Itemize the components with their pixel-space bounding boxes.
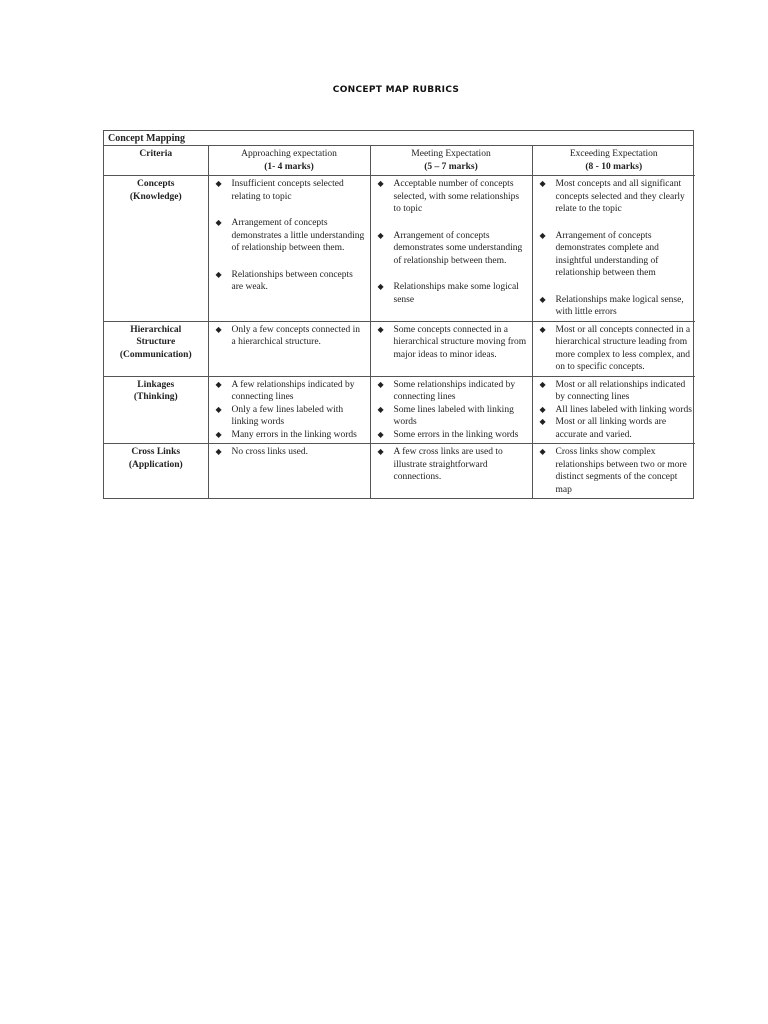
rubric-cell — [208, 376, 370, 444]
column-header-range: (1- 4 marks) — [264, 161, 314, 172]
bullet-text: Most or all linking words are accurate and varied. — [555, 417, 667, 440]
bullet-text: Arrangement of concepts demonstrates complete and insightful understanding of relationship between them — [555, 230, 659, 278]
bullet-item — [374, 230, 529, 268]
diamond-bullet-icon: ◆ — [539, 179, 546, 188]
rubric-cell — [208, 444, 370, 499]
bullet-list — [212, 178, 367, 294]
column-header-label: Approaching expectation — [241, 149, 337, 159]
criteria-column-header: Criteria — [104, 146, 208, 176]
bullet-item — [212, 446, 367, 459]
diamond-bullet-icon: ◆ — [377, 379, 384, 389]
bullet-text: Arrangement of concepts demonstrates a little understanding of relationship between them. — [231, 218, 365, 253]
diamond-bullet-icon: ◆ — [377, 324, 384, 334]
bullet-item — [374, 178, 529, 216]
rubric-table — [104, 146, 695, 498]
document-title: CONCEPT MAP RUBRICS — [332, 85, 460, 95]
rubric-row-hierarchical-structure — [104, 321, 695, 376]
bullet-list — [212, 324, 367, 349]
diamond-bullet-icon: ◆ — [539, 447, 546, 456]
rubric-table-container — [103, 130, 694, 499]
bullet-text: Some concepts connected in a hierarchical structure moving from major ideas to minor ideas. — [393, 324, 527, 360]
diamond-bullet-icon: ◆ — [377, 429, 384, 439]
bullet-text: Some lines labeled with linking words — [393, 404, 514, 427]
column-header-approaching — [208, 146, 370, 176]
diamond-bullet-icon: ◆ — [215, 269, 222, 279]
bullet-item — [536, 324, 693, 374]
diamond-bullet-icon: ◆ — [539, 294, 546, 304]
rubric-cell — [370, 376, 532, 444]
bullet-item — [374, 404, 529, 429]
bullet-item — [374, 429, 529, 442]
diamond-bullet-icon: ◆ — [377, 447, 384, 456]
rubric-cell — [370, 444, 532, 499]
bullet-item — [212, 404, 367, 429]
bullet-text: Most or all concepts connected in a hierarchical structure leading from more complex to less complex, and on to specific concepts. — [555, 324, 691, 372]
diamond-bullet-icon: ◆ — [539, 324, 546, 334]
rubric-cell — [208, 176, 370, 322]
bullet-text: Some relationships indicated by connecting lines — [393, 379, 516, 402]
diamond-bullet-icon: ◆ — [215, 179, 222, 188]
rubric-row-concepts — [104, 176, 695, 322]
bullet-list — [374, 379, 529, 442]
diamond-bullet-icon: ◆ — [539, 230, 546, 240]
bullet-list — [212, 446, 367, 459]
criterion-cell — [104, 176, 208, 322]
rubric-cell — [532, 376, 695, 444]
column-header-range: (8 - 10 marks) — [585, 161, 643, 172]
bullet-list — [374, 178, 529, 306]
diamond-bullet-icon: ◆ — [539, 417, 546, 426]
bullet-text: Many errors in the linking words — [231, 429, 357, 440]
rubric-cell — [370, 321, 532, 376]
column-header-meeting — [370, 146, 532, 176]
diamond-bullet-icon: ◆ — [215, 324, 222, 334]
bullet-text: Some errors in the linking words — [393, 429, 519, 440]
bullet-item — [536, 230, 693, 280]
bullet-text: Insufficient concepts selected relating to topic — [231, 179, 344, 202]
column-header-label: Exceeding Expectation — [569, 149, 658, 159]
rubric-row-cross-links — [104, 444, 695, 499]
diamond-bullet-icon: ◆ — [377, 404, 384, 414]
bullet-text: Acceptable number of concepts selected, with some relationships to topic — [393, 179, 520, 214]
bullet-list — [536, 178, 693, 319]
bullet-text: A few cross links are used to illustrate straightforward connections. — [393, 447, 503, 482]
column-header-range: (5 – 7 marks) — [424, 161, 478, 172]
criterion-label: Structure — [136, 337, 176, 347]
diamond-bullet-icon: ◆ — [377, 230, 384, 240]
rubric-cell — [532, 176, 695, 322]
bullet-item — [212, 269, 367, 294]
bullet-item — [536, 416, 693, 441]
bullet-text: No cross links used. — [231, 447, 309, 457]
bullet-item — [536, 178, 693, 216]
criterion-cell — [104, 321, 208, 376]
rubric-row-linkages — [104, 376, 695, 444]
bullet-list — [536, 379, 693, 442]
diamond-bullet-icon: ◆ — [377, 179, 384, 188]
bullet-item — [212, 217, 367, 255]
criterion-cell — [104, 376, 208, 444]
diamond-bullet-icon: ◆ — [539, 404, 546, 414]
bullet-text: A few relationships indicated by connecting lines — [231, 379, 355, 402]
bullet-item — [536, 294, 693, 319]
bullet-text: Most concepts and all significant concepts selected and they clearly relate to the topic — [555, 179, 685, 214]
column-header-exceeding — [532, 146, 695, 176]
bullet-item — [212, 429, 367, 442]
criterion-label: Concepts — [137, 179, 175, 189]
bullet-item — [374, 379, 529, 404]
bullet-text: Most or all relationships indicated by connecting lines — [555, 379, 686, 402]
rubric-body — [104, 176, 695, 499]
bullet-list — [536, 324, 693, 374]
criterion-label: (Thinking) — [133, 392, 178, 402]
bullet-item — [374, 281, 529, 306]
diamond-bullet-icon: ◆ — [215, 379, 222, 389]
diamond-bullet-icon: ◆ — [215, 447, 222, 456]
rubric-cell — [532, 321, 695, 376]
criterion-label: Hierarchical — [130, 324, 182, 335]
criterion-label: (Application) — [128, 459, 183, 470]
bullet-item — [374, 324, 529, 362]
rubric-cell — [370, 176, 532, 322]
bullet-text: Relationships make some logical sense — [393, 282, 519, 305]
column-header-label: Meeting Expectation — [411, 149, 491, 159]
bullet-text: Only a few concepts connected in a hierarchical structure. — [231, 324, 360, 347]
diamond-bullet-icon: ◆ — [215, 218, 222, 227]
diamond-bullet-icon: ◆ — [539, 379, 546, 389]
bullet-item — [374, 446, 529, 484]
bullet-text: Relationships make logical sense, with little errors — [555, 294, 684, 317]
criterion-label: (Communication) — [119, 349, 192, 360]
bullet-item — [536, 404, 693, 417]
bullet-item — [212, 178, 367, 203]
bullet-text: Cross links show complex relationships between two or more distinct segments of the concept map — [555, 447, 687, 495]
criterion-label: Cross Links — [131, 447, 181, 457]
rubric-cell — [208, 321, 370, 376]
criterion-label: (Knowledge) — [129, 191, 182, 202]
bullet-list — [374, 324, 529, 362]
bullet-list — [536, 446, 693, 496]
diamond-bullet-icon: ◆ — [215, 429, 222, 439]
bullet-text: Relationships between concepts are weak. — [231, 269, 353, 292]
criterion-cell — [104, 444, 208, 499]
rubric-heading: Concept Mapping — [104, 131, 693, 146]
criterion-label: Linkages — [137, 379, 175, 390]
bullet-item — [536, 446, 693, 496]
bullet-item — [536, 379, 693, 404]
bullet-item — [212, 379, 367, 404]
bullet-text: All lines labeled with linking words — [555, 404, 692, 415]
bullet-text: Arrangement of concepts demonstrates some understanding of relationship between them. — [393, 230, 523, 266]
bullet-list — [374, 446, 529, 484]
bullet-text: Only a few lines labeled with linking words — [231, 404, 344, 427]
diamond-bullet-icon: ◆ — [377, 282, 384, 291]
rubric-cell — [532, 444, 695, 499]
bullet-list — [212, 379, 367, 442]
diamond-bullet-icon: ◆ — [215, 404, 222, 414]
rubric-header-row — [104, 146, 695, 176]
bullet-item — [212, 324, 367, 349]
